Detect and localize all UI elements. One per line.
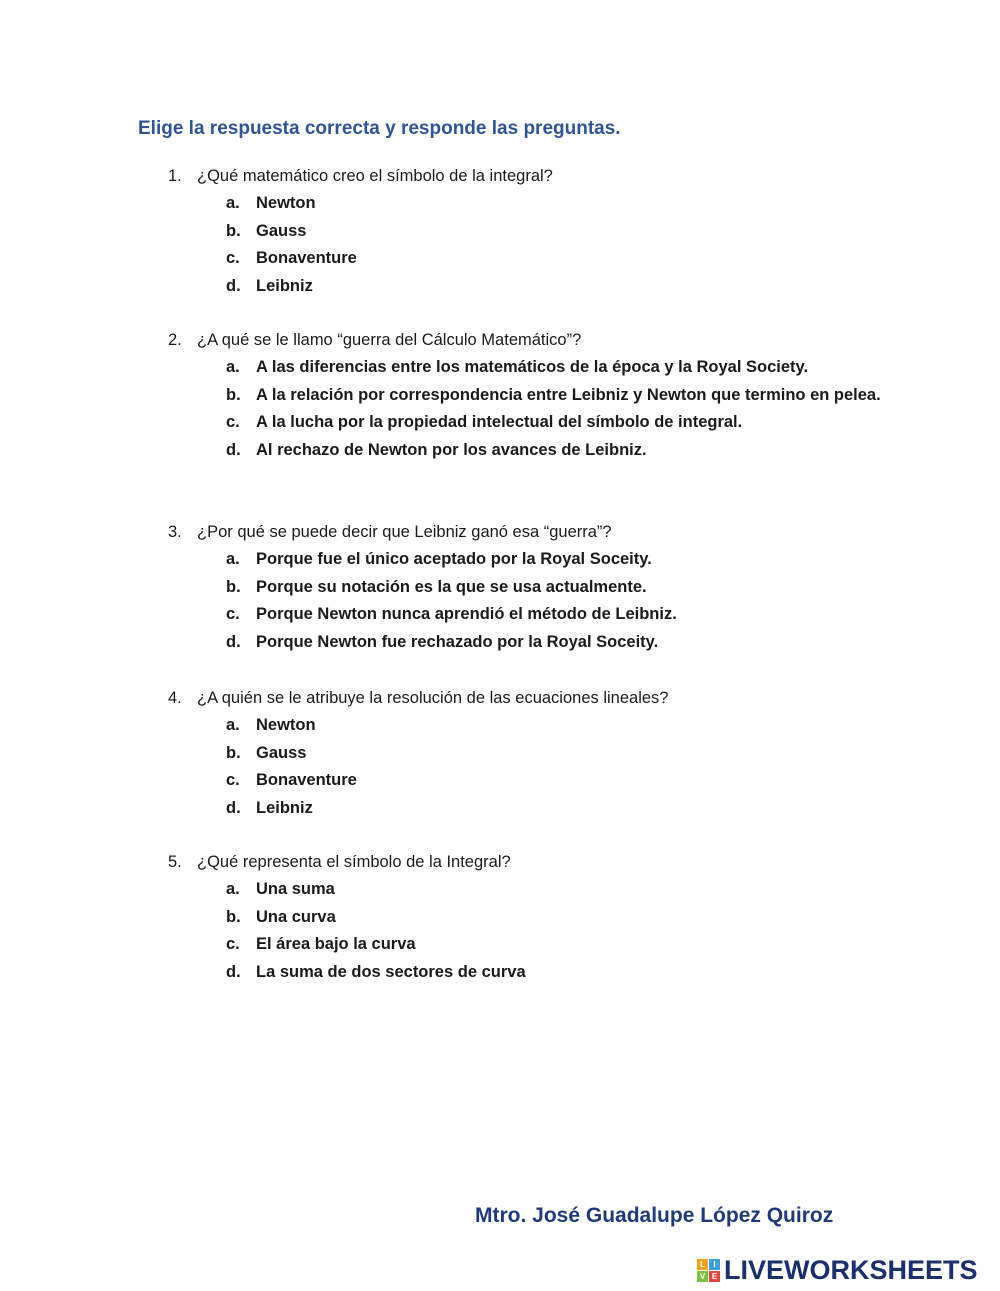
option-text: Leibniz bbox=[256, 798, 313, 817]
question-number: 3. bbox=[168, 523, 182, 541]
option-letter: d. bbox=[226, 798, 241, 817]
option-text: Porque su notación es la que se usa actualmente. bbox=[256, 577, 647, 596]
logo-tile: I bbox=[709, 1259, 720, 1270]
option-text: Bonaventure bbox=[256, 771, 357, 789]
question-prompt bbox=[168, 163, 888, 190]
answer-option-a[interactable] bbox=[168, 354, 888, 382]
question-text: ¿Qué matemático creo el símbolo de la integral? bbox=[197, 167, 553, 185]
logo-tile: L bbox=[697, 1259, 708, 1270]
option-letter: b. bbox=[226, 577, 241, 596]
question-text: ¿A qué se le llamo “guerra del Cálculo Matemático”? bbox=[197, 331, 582, 349]
option-letter: b. bbox=[226, 743, 241, 762]
answer-option-d[interactable] bbox=[168, 629, 888, 657]
answer-option-b[interactable] bbox=[168, 382, 888, 410]
option-letter: c. bbox=[226, 935, 240, 953]
option-text: Porque Newton fue rechazado por la Royal Soceity. bbox=[256, 632, 659, 651]
option-letter: d. bbox=[226, 632, 241, 651]
option-text: Newton bbox=[256, 716, 316, 734]
option-letter: d. bbox=[226, 440, 241, 459]
answer-option-c[interactable] bbox=[168, 931, 888, 959]
option-text: A la relación por correspondencia entre Leibniz y Newton que termino en pelea. bbox=[256, 385, 881, 404]
question-5 bbox=[168, 849, 888, 986]
question-1 bbox=[168, 163, 888, 300]
question-number: 2. bbox=[168, 331, 182, 349]
worksheet-title: Elige la respuesta correcta y responde las preguntas. bbox=[138, 118, 621, 139]
answer-option-c[interactable] bbox=[168, 409, 888, 437]
question-text: ¿A quién se le atribuye la resolución de las ecuaciones lineales? bbox=[197, 689, 669, 707]
liveworksheets-brand bbox=[697, 1253, 978, 1287]
option-letter: c. bbox=[226, 771, 240, 789]
option-letter: c. bbox=[226, 605, 240, 623]
answer-option-a[interactable] bbox=[168, 712, 888, 740]
option-text: Leibniz bbox=[256, 276, 313, 295]
option-letter: a. bbox=[226, 550, 240, 568]
option-text: Newton bbox=[256, 194, 316, 212]
option-text: Bonaventure bbox=[256, 249, 357, 267]
author-signature: Mtro. José Guadalupe López Quiroz bbox=[475, 1204, 834, 1227]
answer-option-d[interactable] bbox=[168, 959, 888, 987]
answer-option-d[interactable] bbox=[168, 437, 888, 465]
question-4 bbox=[168, 685, 888, 822]
option-text: Al rechazo de Newton por los avances de Leibniz. bbox=[256, 440, 647, 459]
option-letter: c. bbox=[226, 413, 240, 431]
logo-tile: V bbox=[697, 1271, 708, 1282]
option-text: Una curva bbox=[256, 907, 336, 926]
answer-option-b[interactable] bbox=[168, 574, 888, 602]
option-letter: a. bbox=[226, 716, 240, 734]
answer-option-d[interactable] bbox=[168, 273, 888, 301]
option-text: Porque fue el único aceptado por la Royal Soceity. bbox=[256, 550, 652, 568]
answer-option-a[interactable] bbox=[168, 876, 888, 904]
question-prompt bbox=[168, 327, 888, 354]
question-number: 4. bbox=[168, 689, 182, 707]
option-text: Porque Newton nunca aprendió el método de Leibniz. bbox=[256, 605, 677, 623]
question-text: ¿Por qué se puede decir que Leibniz ganó esa “guerra”? bbox=[197, 523, 612, 541]
question-3 bbox=[168, 519, 888, 656]
option-letter: c. bbox=[226, 249, 240, 267]
question-prompt bbox=[168, 685, 888, 712]
answer-option-c[interactable] bbox=[168, 245, 888, 273]
liveworksheets-logo-icon bbox=[697, 1259, 720, 1282]
answer-option-b[interactable] bbox=[168, 218, 888, 246]
answer-option-a[interactable] bbox=[168, 190, 888, 218]
option-letter: d. bbox=[226, 276, 241, 295]
option-letter: b. bbox=[226, 907, 241, 926]
option-letter: b. bbox=[226, 385, 241, 404]
option-text: El área bajo la curva bbox=[256, 935, 416, 953]
answer-option-b[interactable] bbox=[168, 904, 888, 932]
option-text: La suma de dos sectores de curva bbox=[256, 962, 526, 981]
option-text: Gauss bbox=[256, 221, 307, 240]
question-prompt bbox=[168, 519, 888, 546]
question-prompt bbox=[168, 849, 888, 876]
option-text: A las diferencias entre los matemáticos de la época y la Royal Society. bbox=[256, 358, 809, 376]
answer-option-a[interactable] bbox=[168, 546, 888, 574]
question-2 bbox=[168, 327, 888, 464]
answer-option-c[interactable] bbox=[168, 601, 888, 629]
option-letter: a. bbox=[226, 358, 240, 376]
brand-text: LIVEWORKSHEETS bbox=[724, 1254, 978, 1285]
answer-option-d[interactable] bbox=[168, 795, 888, 823]
option-text: Una suma bbox=[256, 880, 335, 898]
option-letter: d. bbox=[226, 962, 241, 981]
option-letter: a. bbox=[226, 880, 240, 898]
option-text: Gauss bbox=[256, 743, 307, 762]
question-text: ¿Qué representa el símbolo de la Integral? bbox=[197, 853, 511, 871]
option-letter: b. bbox=[226, 221, 241, 240]
option-letter: a. bbox=[226, 194, 240, 212]
question-number: 1. bbox=[168, 167, 182, 185]
logo-tile: E bbox=[709, 1271, 720, 1282]
option-text: A la lucha por la propiedad intelectual del símbolo de integral. bbox=[256, 413, 743, 431]
answer-option-c[interactable] bbox=[168, 767, 888, 795]
answer-option-b[interactable] bbox=[168, 740, 888, 768]
question-number: 5. bbox=[168, 853, 182, 871]
